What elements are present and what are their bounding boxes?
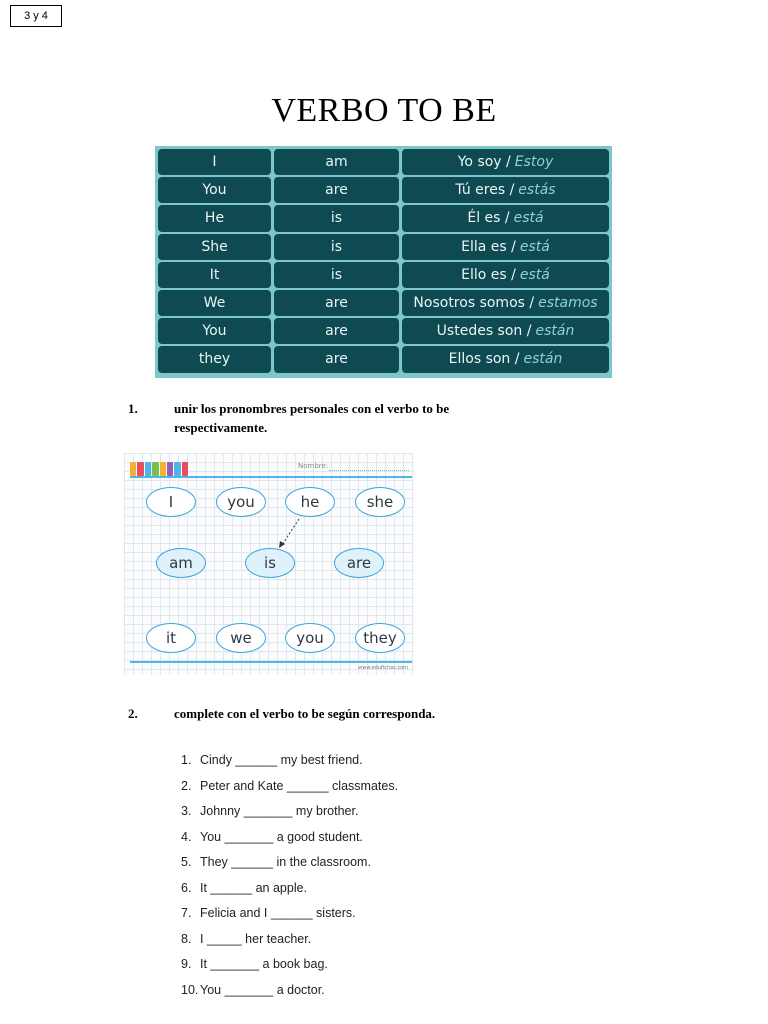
- translation-cell: [402, 290, 609, 316]
- exercise-number: 10.: [181, 982, 199, 997]
- exercise-text: You _______ a good student.: [200, 829, 363, 844]
- verb-cell: are: [274, 318, 399, 344]
- translation-alt: está: [513, 210, 544, 227]
- verb-cell: is: [274, 234, 399, 260]
- list-item: [181, 983, 398, 1009]
- translation-alt: está: [519, 266, 550, 283]
- exercise-text: I _____ her teacher.: [200, 931, 312, 946]
- word-oval[interactable]: she: [355, 487, 405, 517]
- bottom-rule: [130, 661, 412, 663]
- table-row: [158, 234, 609, 260]
- page-title: VERBO TO BE: [271, 92, 497, 129]
- translation-alt: estamos: [538, 295, 598, 312]
- exercise-number: 9.: [181, 957, 192, 971]
- word-oval[interactable]: he: [285, 487, 335, 517]
- exercise-text: You _______ a doctor.: [200, 982, 325, 997]
- verb-cell: is: [274, 262, 399, 288]
- verb-cell: are: [274, 346, 399, 372]
- verb-cell: are: [274, 290, 399, 316]
- translation-text: Tú eres /: [455, 182, 515, 199]
- exercise-text: Peter and Kate ______ classmates.: [200, 778, 399, 793]
- exercise-number: 5.: [181, 855, 192, 869]
- translation-text: Nosotros somos /: [413, 295, 535, 312]
- word-oval[interactable]: you: [216, 487, 266, 517]
- translation-cell: [402, 177, 609, 203]
- list-item: [181, 881, 398, 907]
- exercise-number: 4.: [181, 829, 192, 844]
- list-item: [181, 855, 398, 881]
- table-row: [158, 149, 609, 175]
- translation-cell: [402, 234, 609, 260]
- pronoun-cell: You: [158, 177, 271, 203]
- list-item: [181, 830, 398, 856]
- verb-cell: am: [274, 149, 399, 175]
- translation-cell: [402, 346, 609, 372]
- translation-text: Ellos son /: [448, 351, 520, 368]
- exercise-number: 3.: [181, 804, 192, 818]
- word-oval[interactable]: I: [146, 487, 196, 517]
- translation-alt: estás: [518, 182, 556, 199]
- exercise-number: 2.: [181, 778, 192, 793]
- instruction-number: 1.: [128, 401, 138, 416]
- pronoun-cell: He: [158, 205, 271, 231]
- pronoun-cell: You: [158, 318, 271, 344]
- translation-text: Ustedes son /: [436, 323, 532, 340]
- translation-text: Ella es /: [461, 238, 516, 255]
- list-item: [181, 753, 398, 779]
- verb-oval[interactable]: am: [156, 548, 206, 578]
- translation-text: Él es /: [467, 210, 510, 227]
- exercise-text: Johnny _______ my brother.: [200, 804, 359, 818]
- exercise-number: 6.: [181, 880, 192, 895]
- verb-table: [155, 146, 612, 378]
- translation-cell: [402, 149, 609, 175]
- verb-cell: are: [274, 177, 399, 203]
- translation-text: Ello es /: [461, 266, 516, 283]
- exercise-number: 1.: [181, 753, 192, 767]
- verb-cell: is: [274, 205, 399, 231]
- pronoun-cell: they: [158, 346, 271, 372]
- verb-oval[interactable]: is: [245, 548, 295, 578]
- translation-cell: [402, 262, 609, 288]
- word-oval[interactable]: it: [146, 623, 196, 653]
- list-item: [181, 804, 398, 830]
- translation-alt: están: [535, 323, 575, 340]
- matching-worksheet: [124, 453, 414, 675]
- worksheet-url: www.edufichas.com: [358, 665, 408, 671]
- table-row: [158, 205, 609, 231]
- exercise-number: 7.: [181, 906, 192, 920]
- exercise-list: [181, 753, 398, 1008]
- translation-text: Yo soy /: [457, 154, 511, 171]
- table-row: [158, 262, 609, 288]
- translation-alt: Estoy: [514, 154, 554, 171]
- instruction-text: complete con el verbo to be según corresponda.: [174, 706, 436, 721]
- exercise-text: It _______ a book bag.: [200, 957, 328, 971]
- instruction-text: unir los pronombres personales con el verbo to be respectivamente.: [174, 401, 450, 435]
- table-row: [158, 290, 609, 316]
- exercise-text: Cindy ______ my best friend.: [200, 753, 363, 767]
- list-item: [181, 932, 398, 958]
- list-item: [181, 779, 398, 805]
- name-label: Nombre:: [298, 462, 329, 470]
- pronoun-cell: It: [158, 262, 271, 288]
- pronoun-cell: She: [158, 234, 271, 260]
- verb-oval[interactable]: are: [334, 548, 384, 578]
- table-row: [158, 346, 609, 372]
- table-row: [158, 177, 609, 203]
- instruction-2: [128, 704, 548, 724]
- word-oval[interactable]: they: [355, 623, 405, 653]
- word-oval[interactable]: we: [216, 623, 266, 653]
- translation-alt: está: [519, 238, 550, 255]
- pronoun-cell: I: [158, 149, 271, 175]
- exercise-text: They ______ in the classroom.: [200, 855, 371, 869]
- translation-alt: están: [523, 351, 563, 368]
- grade-label: 3 y 4: [10, 5, 62, 27]
- list-item: [181, 906, 398, 932]
- word-oval[interactable]: you: [285, 623, 335, 653]
- instruction-1: [128, 399, 548, 439]
- table-row: [158, 318, 609, 344]
- translation-cell: [402, 318, 609, 344]
- list-item: [181, 957, 398, 983]
- instruction-number: 2.: [128, 706, 138, 721]
- exercise-text: It ______ an apple.: [200, 880, 308, 895]
- exercise-text: Felicia and I ______ sisters.: [200, 906, 356, 920]
- pronoun-cell: We: [158, 290, 271, 316]
- exercise-number: 8.: [181, 931, 192, 946]
- translation-cell: [402, 205, 609, 231]
